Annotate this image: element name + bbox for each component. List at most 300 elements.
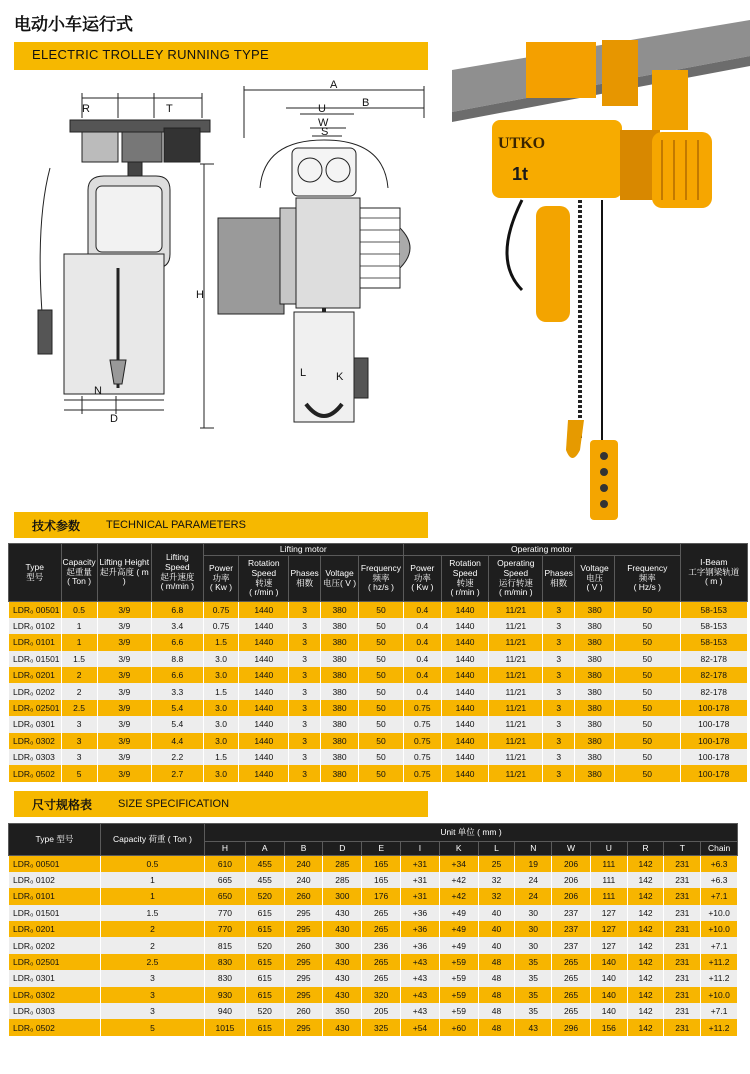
- table-cell: 142: [627, 1003, 664, 1019]
- table-cell: 380: [575, 733, 615, 749]
- table-cell: LDR₀ 0101: [9, 888, 101, 904]
- table-cell: LDR₀ 0303: [9, 1003, 101, 1019]
- table-cell: 50: [615, 667, 681, 683]
- table-cell: 3: [289, 602, 321, 618]
- table-cell: 50: [358, 634, 403, 650]
- table-cell: 142: [627, 888, 664, 904]
- table-cell: +59: [439, 987, 478, 1003]
- table-cell: 380: [321, 634, 359, 650]
- table-cell: 380: [321, 618, 359, 634]
- table-cell: 24: [515, 872, 552, 888]
- table-cell: 237: [552, 921, 591, 937]
- table-cell: 4.4: [152, 733, 204, 749]
- table-cell: 295: [284, 1019, 323, 1035]
- table-cell: 815: [205, 937, 246, 953]
- table-cell: 2: [61, 683, 97, 699]
- table-cell: 1440: [239, 733, 289, 749]
- table-cell: 285: [323, 872, 362, 888]
- table-cell: 142: [627, 921, 664, 937]
- table-cell: 127: [590, 937, 627, 953]
- table-cell: 5.4: [152, 700, 204, 716]
- table-cell: 32: [478, 888, 515, 904]
- table-cell: 50: [358, 733, 403, 749]
- table-cell: 1.5: [203, 749, 239, 765]
- table-cell: 32: [478, 872, 515, 888]
- table-cell: 1440: [239, 700, 289, 716]
- table-cell: +7.1: [701, 888, 738, 904]
- table-cell: 265: [552, 970, 591, 986]
- table-cell: 615: [245, 905, 284, 921]
- table-cell: 0.4: [403, 667, 441, 683]
- table-cell: 3/9: [97, 602, 151, 618]
- th-size-col: H: [205, 842, 246, 856]
- table-cell: 231: [664, 921, 701, 937]
- table-cell: 127: [590, 921, 627, 937]
- table-cell: 3/9: [97, 683, 151, 699]
- table-cell: 520: [245, 1003, 284, 1019]
- table-cell: 100-178: [680, 716, 747, 732]
- table-cell: 1440: [239, 634, 289, 650]
- table-cell: 3.0: [203, 667, 239, 683]
- table-cell: 0.75: [403, 733, 441, 749]
- table-cell: 0.75: [403, 749, 441, 765]
- table-cell: 35: [515, 987, 552, 1003]
- table-cell: 50: [358, 716, 403, 732]
- th-ibeam: I-Beam 工字钢梁轨道 ( m ): [680, 544, 747, 602]
- table-cell: 3: [61, 749, 97, 765]
- table-cell: 11/21: [489, 651, 543, 667]
- table-cell: 2.5: [61, 700, 97, 716]
- table-cell: 35: [515, 970, 552, 986]
- th-capacity: Capacity 起重量 ( Ton ): [61, 544, 97, 602]
- table-cell: 6.6: [152, 667, 204, 683]
- table-cell: 3: [289, 683, 321, 699]
- table-cell: 100-178: [680, 749, 747, 765]
- table-cell: 380: [321, 765, 359, 781]
- table-cell: 300: [323, 937, 362, 953]
- table-cell: 3/9: [97, 716, 151, 732]
- table-cell: +42: [439, 888, 478, 904]
- size-table-row: [9, 905, 738, 921]
- table-cell: +31: [401, 888, 440, 904]
- table-cell: 3: [100, 987, 204, 1003]
- th-op-voltage: Voltage 电压 ( V ): [575, 556, 615, 602]
- table-cell: 430: [323, 905, 362, 921]
- table-cell: 3: [543, 716, 575, 732]
- hoist-technical-drawing: [24, 78, 454, 498]
- table-cell: 3: [61, 733, 97, 749]
- table-cell: 48: [478, 954, 515, 970]
- table-cell: 265: [552, 1003, 591, 1019]
- technical-parameters-table: [8, 543, 748, 782]
- table-cell: LDR₀ 0502: [9, 765, 62, 781]
- table-cell: 142: [627, 905, 664, 921]
- table-cell: 50: [358, 618, 403, 634]
- table-cell: 142: [627, 1019, 664, 1035]
- table-cell: 1440: [441, 700, 489, 716]
- table-cell: 3: [543, 667, 575, 683]
- table-cell: 295: [284, 970, 323, 986]
- table-cell: 11/21: [489, 716, 543, 732]
- table-cell: LDR₀ 0502: [9, 1019, 101, 1035]
- table-cell: LDR₀ 0102: [9, 618, 62, 634]
- table-cell: 0.75: [403, 716, 441, 732]
- table-cell: 0.4: [403, 634, 441, 650]
- table-cell: 265: [552, 954, 591, 970]
- table-cell: 0.4: [403, 683, 441, 699]
- table-cell: 0.75: [403, 700, 441, 716]
- tech-table-row: [9, 602, 748, 618]
- table-cell: 231: [664, 970, 701, 986]
- table-cell: 142: [627, 970, 664, 986]
- size-table-row: [9, 987, 738, 1003]
- table-cell: 11/21: [489, 667, 543, 683]
- table-cell: 615: [245, 987, 284, 1003]
- table-cell: 380: [321, 683, 359, 699]
- photo-brand: UTKO: [498, 135, 546, 152]
- table-cell: 11/21: [489, 602, 543, 618]
- table-cell: 50: [615, 634, 681, 650]
- table-cell: 265: [362, 970, 401, 986]
- table-cell: 111: [590, 856, 627, 872]
- table-cell: 380: [321, 716, 359, 732]
- table-cell: +59: [439, 954, 478, 970]
- table-cell: 3: [289, 749, 321, 765]
- th-size-col: W: [552, 842, 591, 856]
- tech-table-row: [9, 683, 748, 699]
- th-group-lifting-motor: Lifting motor: [203, 544, 403, 556]
- size-table-row: [9, 856, 738, 872]
- table-cell: 0.75: [203, 618, 239, 634]
- table-cell: 265: [552, 987, 591, 1003]
- table-cell: 3: [543, 765, 575, 781]
- table-cell: 3.0: [203, 765, 239, 781]
- table-cell: 142: [627, 872, 664, 888]
- tech-table-row: [9, 716, 748, 732]
- table-cell: 295: [284, 987, 323, 1003]
- table-cell: 11/21: [489, 733, 543, 749]
- table-cell: 3: [289, 700, 321, 716]
- table-cell: 11/21: [489, 700, 543, 716]
- table-cell: 165: [362, 872, 401, 888]
- table-cell: +43: [401, 954, 440, 970]
- size-table-row: [9, 872, 738, 888]
- table-cell: 1440: [441, 602, 489, 618]
- table-cell: 520: [245, 937, 284, 953]
- page-title-bar: [14, 42, 428, 70]
- table-cell: 1: [100, 872, 204, 888]
- table-cell: +7.1: [701, 1003, 738, 1019]
- table-cell: 1440: [239, 716, 289, 732]
- table-cell: LDR₀ 0302: [9, 987, 101, 1003]
- table-cell: 50: [615, 651, 681, 667]
- table-cell: 3/9: [97, 667, 151, 683]
- table-cell: 1: [61, 634, 97, 650]
- table-cell: 231: [664, 872, 701, 888]
- page-title-en: ELECTRIC TROLLEY RUNNING TYPE: [32, 47, 269, 62]
- table-cell: +34: [439, 856, 478, 872]
- table-cell: +36: [401, 937, 440, 953]
- table-cell: 3: [100, 970, 204, 986]
- table-cell: 380: [321, 602, 359, 618]
- table-cell: 127: [590, 905, 627, 921]
- table-cell: 1440: [239, 765, 289, 781]
- table-cell: 3: [289, 634, 321, 650]
- table-cell: 30: [515, 921, 552, 937]
- th-size-col: K: [439, 842, 478, 856]
- th-size-col: N: [515, 842, 552, 856]
- table-cell: 610: [205, 856, 246, 872]
- table-cell: 3: [543, 618, 575, 634]
- table-cell: 380: [321, 700, 359, 716]
- table-cell: 1440: [441, 634, 489, 650]
- table-cell: LDR₀ 02501: [9, 700, 62, 716]
- table-cell: 260: [284, 888, 323, 904]
- table-cell: 25: [478, 856, 515, 872]
- table-cell: 3.0: [203, 651, 239, 667]
- table-cell: 1440: [239, 683, 289, 699]
- size-table-row: [9, 888, 738, 904]
- table-cell: 1.5: [203, 634, 239, 650]
- table-cell: 260: [284, 1003, 323, 1019]
- table-cell: 240: [284, 872, 323, 888]
- table-cell: 82-178: [680, 667, 747, 683]
- table-cell: 58-153: [680, 634, 747, 650]
- table-cell: 296: [552, 1019, 591, 1035]
- table-cell: 615: [245, 954, 284, 970]
- table-cell: 1015: [205, 1019, 246, 1035]
- table-cell: +54: [401, 1019, 440, 1035]
- table-cell: 3.3: [152, 683, 204, 699]
- table-cell: 3: [543, 700, 575, 716]
- table-cell: 1.5: [100, 905, 204, 921]
- table-cell: 380: [575, 700, 615, 716]
- table-cell: 236: [362, 937, 401, 953]
- table-cell: LDR₀ 0302: [9, 733, 62, 749]
- table-cell: 231: [664, 856, 701, 872]
- tech-table-row: [9, 634, 748, 650]
- table-cell: 770: [205, 905, 246, 921]
- table-cell: 140: [590, 954, 627, 970]
- th-operating-speed: Operating Speed 运行转速 ( m/min ): [489, 556, 543, 602]
- table-cell: +36: [401, 921, 440, 937]
- table-cell: +31: [401, 856, 440, 872]
- table-cell: 237: [552, 937, 591, 953]
- th-size-col: E: [362, 842, 401, 856]
- table-cell: 206: [552, 872, 591, 888]
- table-cell: 48: [478, 1003, 515, 1019]
- table-cell: 50: [358, 700, 403, 716]
- table-cell: 3: [543, 683, 575, 699]
- th-size-col: I: [401, 842, 440, 856]
- size-specification-table: [8, 823, 738, 1036]
- table-cell: 3: [543, 749, 575, 765]
- table-cell: 11/21: [489, 683, 543, 699]
- table-cell: +6.3: [701, 872, 738, 888]
- table-cell: +60: [439, 1019, 478, 1035]
- table-cell: 156: [590, 1019, 627, 1035]
- table-cell: 380: [575, 634, 615, 650]
- table-cell: 380: [575, 716, 615, 732]
- table-cell: 615: [245, 970, 284, 986]
- table-cell: 50: [358, 765, 403, 781]
- table-cell: 50: [358, 602, 403, 618]
- table-cell: 50: [615, 733, 681, 749]
- table-cell: 6.6: [152, 634, 204, 650]
- table-cell: 940: [205, 1003, 246, 1019]
- size-table-row: [9, 1003, 738, 1019]
- table-cell: 430: [323, 1019, 362, 1035]
- table-cell: 665: [205, 872, 246, 888]
- table-cell: 50: [615, 618, 681, 634]
- dim-label-u: U: [318, 103, 326, 115]
- table-cell: 100-178: [680, 700, 747, 716]
- table-cell: 3/9: [97, 733, 151, 749]
- table-cell: 1440: [239, 749, 289, 765]
- table-cell: 140: [590, 987, 627, 1003]
- table-cell: 3: [543, 651, 575, 667]
- table-cell: 3: [289, 667, 321, 683]
- table-cell: 455: [245, 856, 284, 872]
- table-cell: 82-178: [680, 683, 747, 699]
- table-cell: 380: [575, 651, 615, 667]
- table-cell: 30: [515, 937, 552, 953]
- table-cell: 0.75: [403, 765, 441, 781]
- table-cell: 320: [362, 987, 401, 1003]
- table-cell: 3.4: [152, 618, 204, 634]
- table-cell: 260: [284, 937, 323, 953]
- th-lifting-height: Lifting Height 起升高度 ( m ): [97, 544, 151, 602]
- dim-label-k: K: [336, 371, 344, 383]
- th-op-frequency: Frequency 频率 ( Hz/s ): [615, 556, 681, 602]
- table-cell: 285: [323, 856, 362, 872]
- table-cell: 1.5: [61, 651, 97, 667]
- th-size-col: A: [245, 842, 284, 856]
- table-cell: +10.0: [701, 987, 738, 1003]
- table-cell: 1440: [441, 733, 489, 749]
- table-cell: 3: [543, 733, 575, 749]
- th-size-col: B: [284, 842, 323, 856]
- th-size-col: Chain: [701, 842, 738, 856]
- size-table-row: [9, 937, 738, 953]
- table-cell: +49: [439, 937, 478, 953]
- table-cell: 1440: [441, 651, 489, 667]
- table-cell: 2.5: [100, 954, 204, 970]
- table-cell: 100-178: [680, 765, 747, 781]
- table-cell: LDR₀ 0102: [9, 872, 101, 888]
- table-cell: 3: [543, 602, 575, 618]
- table-cell: LDR₀ 02501: [9, 954, 101, 970]
- table-cell: 111: [590, 872, 627, 888]
- table-cell: 111: [590, 888, 627, 904]
- table-cell: 24: [515, 888, 552, 904]
- table-cell: +36: [401, 905, 440, 921]
- table-cell: LDR₀ 0202: [9, 937, 101, 953]
- table-cell: 48: [478, 987, 515, 1003]
- table-cell: 40: [478, 937, 515, 953]
- table-cell: 830: [205, 954, 246, 970]
- table-cell: 325: [362, 1019, 401, 1035]
- table-cell: 380: [575, 618, 615, 634]
- table-cell: 1440: [441, 749, 489, 765]
- table-cell: 2.2: [152, 749, 204, 765]
- table-cell: 231: [664, 987, 701, 1003]
- table-cell: 430: [323, 954, 362, 970]
- table-cell: +42: [439, 872, 478, 888]
- table-cell: 430: [323, 921, 362, 937]
- table-cell: 142: [627, 954, 664, 970]
- dim-label-l: L: [300, 367, 307, 379]
- table-cell: 295: [284, 905, 323, 921]
- table-cell: +31: [401, 872, 440, 888]
- table-cell: 142: [627, 937, 664, 953]
- table-cell: +11.2: [701, 954, 738, 970]
- table-cell: 830: [205, 970, 246, 986]
- size-table-row: [9, 970, 738, 986]
- th-size-col: U: [590, 842, 627, 856]
- table-cell: 1440: [239, 602, 289, 618]
- table-cell: 295: [284, 954, 323, 970]
- th-phases: Phases 相数: [289, 556, 321, 602]
- th-voltage: Voltage 电压( V ): [321, 556, 359, 602]
- table-cell: 3/9: [97, 651, 151, 667]
- table-cell: 0.4: [403, 602, 441, 618]
- tech-table-row: [9, 733, 748, 749]
- table-cell: 2.7: [152, 765, 204, 781]
- size-table-row: [9, 1019, 738, 1035]
- table-cell: 3/9: [97, 634, 151, 650]
- table-cell: 82-178: [680, 651, 747, 667]
- page-title-cn: 电动小车运行式: [14, 15, 133, 34]
- table-cell: 3.0: [203, 733, 239, 749]
- table-cell: 40: [478, 905, 515, 921]
- table-cell: 11/21: [489, 618, 543, 634]
- table-cell: 295: [284, 921, 323, 937]
- table-cell: 1440: [441, 667, 489, 683]
- table-cell: 206: [552, 888, 591, 904]
- table-cell: LDR₀ 0201: [9, 667, 62, 683]
- dim-label-b: B: [362, 97, 370, 109]
- table-cell: LDR₀ 01501: [9, 651, 62, 667]
- table-cell: 140: [590, 970, 627, 986]
- th-rotation-speed: Rotation Speed 转速 ( r/min ): [239, 556, 289, 602]
- table-cell: 3.0: [203, 716, 239, 732]
- table-cell: 140: [590, 1003, 627, 1019]
- table-cell: LDR₀ 0202: [9, 683, 62, 699]
- th-size-col: T: [664, 842, 701, 856]
- table-cell: 240: [284, 856, 323, 872]
- table-cell: 1440: [239, 618, 289, 634]
- table-cell: 19: [515, 856, 552, 872]
- table-cell: 0.75: [203, 602, 239, 618]
- table-cell: 100-178: [680, 733, 747, 749]
- table-cell: 206: [552, 856, 591, 872]
- table-cell: 380: [575, 683, 615, 699]
- table-cell: 615: [245, 921, 284, 937]
- table-cell: 237: [552, 905, 591, 921]
- table-cell: 2: [100, 937, 204, 953]
- tech-table-row: [9, 651, 748, 667]
- table-cell: 5.4: [152, 716, 204, 732]
- table-cell: 3.0: [203, 700, 239, 716]
- table-cell: 2: [100, 921, 204, 937]
- size-table-row: [9, 921, 738, 937]
- table-cell: 3/9: [97, 700, 151, 716]
- table-cell: 5: [61, 765, 97, 781]
- table-cell: 3: [289, 716, 321, 732]
- table-cell: 35: [515, 1003, 552, 1019]
- dim-label-s: S: [321, 126, 329, 138]
